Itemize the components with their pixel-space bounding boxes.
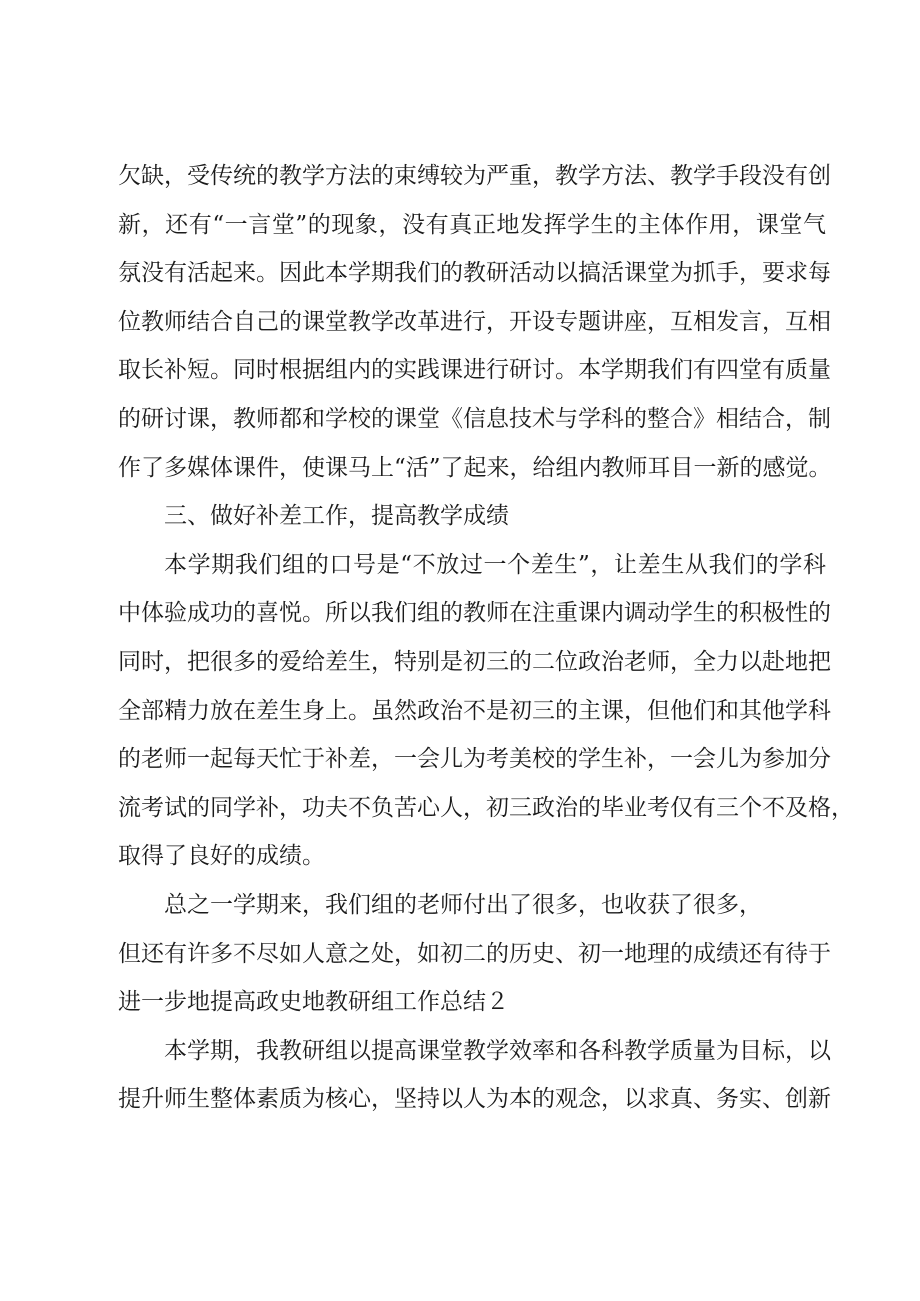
text-line: 取长补短。同时根据组内的实践课进行研讨。本学期我们有四堂有质量 [118, 357, 831, 384]
text-line: 欠缺，受传统的教学方法的束缚较为严重，教学方法、教学手段没有创 [118, 163, 831, 189]
text-line: 的研讨课，教师都和学校的课堂《信息技术与学科的整合》相结合，制 [118, 405, 831, 432]
text-line: 提升师生整体素质为核心，坚持以人为本的观念，以求真、务实、创新 [118, 1086, 831, 1113]
text-line: 作了多媒体课件，使课马上“活”了起来，给组内教师耳目一新的感觉。 [118, 454, 832, 481]
text-line: 氛没有活起来。因此本学期我们的教研活动以搞活课堂为抓手，要求每 [118, 260, 831, 287]
text-line: 本学期，我教研组以提高课堂教学效率和各科教学质量为目标，以 [164, 1037, 831, 1064]
text-line: 本学期我们组的口号是“不放过一个差生”，让差生从我们的学科 [164, 551, 826, 578]
section-heading: 三、做好补差工作，提高教学成绩 [164, 503, 509, 530]
text-line: 进一步地提高政史地教研组工作总结２ [118, 989, 509, 1016]
text-line: 位教师结合自己的课堂教学改革进行，开设专题讲座，互相发言，互相 [118, 308, 831, 335]
text-line: 全部精力放在差生身上。虽然政治不是初三的主课，但他们和其他学科 [118, 697, 831, 724]
text-line: 同时，把很多的爱给差生，特别是初三的二位政治老师，全力以赴地把 [118, 648, 831, 675]
document-body [118, 152, 854, 1124]
text-line: 的老师一起每天忙于补差，一会儿为考美校的学生补，一会儿为参加分 [118, 746, 831, 773]
text-line: 总之一学期来，我们组的老师付出了很多，也收获了很多， [164, 891, 762, 918]
text-line: 流考试的同学补，功夫不负苦心人，初三政治的毕业考仅有三个不及格， [118, 794, 854, 821]
text-line: 中体验成功的喜悦。所以我们组的教师在注重课内调动学生的积极性的 [118, 600, 831, 627]
text-line: 取得了良好的成绩。 [118, 843, 325, 870]
text-line: 新，还有“一言堂”的现象，没有真正地发挥学生的主体作用，课堂气 [118, 211, 826, 238]
text-line: 但还有许多不尽如人意之处，如初二的历史、初一地理的成绩还有待于 [118, 940, 831, 967]
